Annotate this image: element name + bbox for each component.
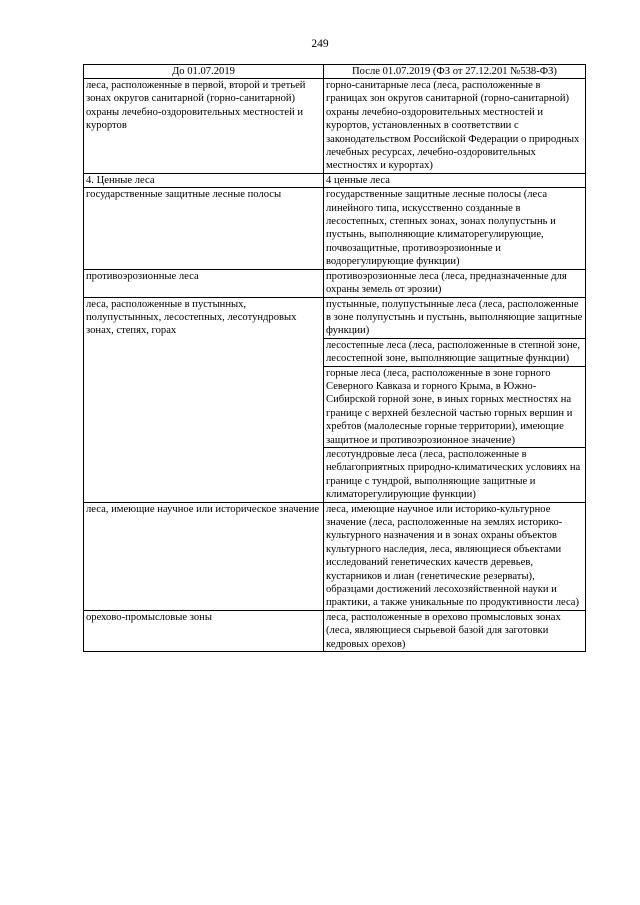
page-number: 249: [311, 38, 329, 50]
header-after: После 01.07.2019 (ФЗ от 27.12.201 №538-ФЗ): [324, 65, 586, 79]
cell-after: государственные защитные лесные полосы (леса линейного типа, искусственно созданные в лесостепных, степных зонах, зонах полупустынь и пустынь, выполняющие климаторегулирующие, почвозащитные, противоэрозионные и водорегулирующие функции): [324, 188, 586, 269]
table-row: [84, 188, 586, 269]
table-row: [84, 173, 586, 187]
header-before: До 01.07.2019: [84, 65, 324, 79]
cell-before: противоэрозионные леса: [84, 269, 324, 297]
cell-before: орехово-промысловые зоны: [84, 610, 324, 651]
table-row: [84, 269, 586, 297]
cell-after: противоэрозионные леса (леса, предназначенные для охраны земель от эрозии): [324, 269, 586, 297]
cell-after: пустынные, полупустынные леса (леса, расположенные в зоне полупустынь и пустынь, выполняющие защитные функции): [324, 297, 586, 338]
cell-after: лесостепные леса (леса, расположенные в степной зоне, лесостепной зоне, выполняющие защитные функции): [324, 338, 586, 366]
cell-after: леса, имеющие научное или историко-культурное значение (леса, расположенные на землях историко-культурного назначения и в зонах охраны объектов культурного наследия, леса, являющиеся объектами исследований генетических качеств деревьев, кустарников и лиан (генетические резерваты), образцами достижений лесохозяйственной науки и практики, а также уникальные по продуктивности леса): [324, 502, 586, 610]
table-row: [84, 610, 586, 651]
cell-before: леса, расположенные в пустынных, полупустынных, лесостепных, лесотундровых зонах, степях, горах: [84, 297, 324, 502]
table-row: [84, 297, 586, 338]
table-row: [84, 79, 586, 174]
cell-before: леса, расположенные в первой, второй и третьей зонах округов санитарной (горно-санитарной) охраны лечебно-оздоровительных местностей и курортов: [84, 79, 324, 174]
comparison-table: [83, 64, 586, 652]
cell-after: леса, расположенные в орехово промысловых зонах (леса, являющиеся сырьевой базой для заготовки кедровых орехов): [324, 610, 586, 651]
cell-before: государственные защитные лесные полосы: [84, 188, 324, 269]
cell-before: леса, имеющие научное или историческое значение: [84, 502, 324, 610]
table-header-row: [84, 65, 586, 79]
cell-after: горные леса (леса, расположенные в зоне горного Северного Кавказа и горного Крыма, в Южно-Сибирской горной зоне, в иных горных местностях на границе с верхней безлесной частью горных вершин и хребтов (малолесные горные территории), имеющие защитное и противоэрозионное значение): [324, 366, 586, 447]
cell-after: горно-санитарные леса (леса, расположенные в границах зон округов санитарной (горно-санитарной) охраны лечебно-оздоровительных местностей и курортов, установленных в соответствии с законодательством Российской Федерации о природных лечебных ресурсах, лечебно-оздоровительных местностях и курортах): [324, 79, 586, 174]
cell-after: лесотундровые леса (леса, расположенные в неблагоприятных природно-климатических условиях на границе с тундрой, выполняющие защитные и климаторегулирующие функции): [324, 447, 586, 502]
cell-before: 4. Ценные леса: [84, 173, 324, 187]
cell-after: 4 ценные леса: [324, 173, 586, 187]
table-row: [84, 502, 586, 610]
